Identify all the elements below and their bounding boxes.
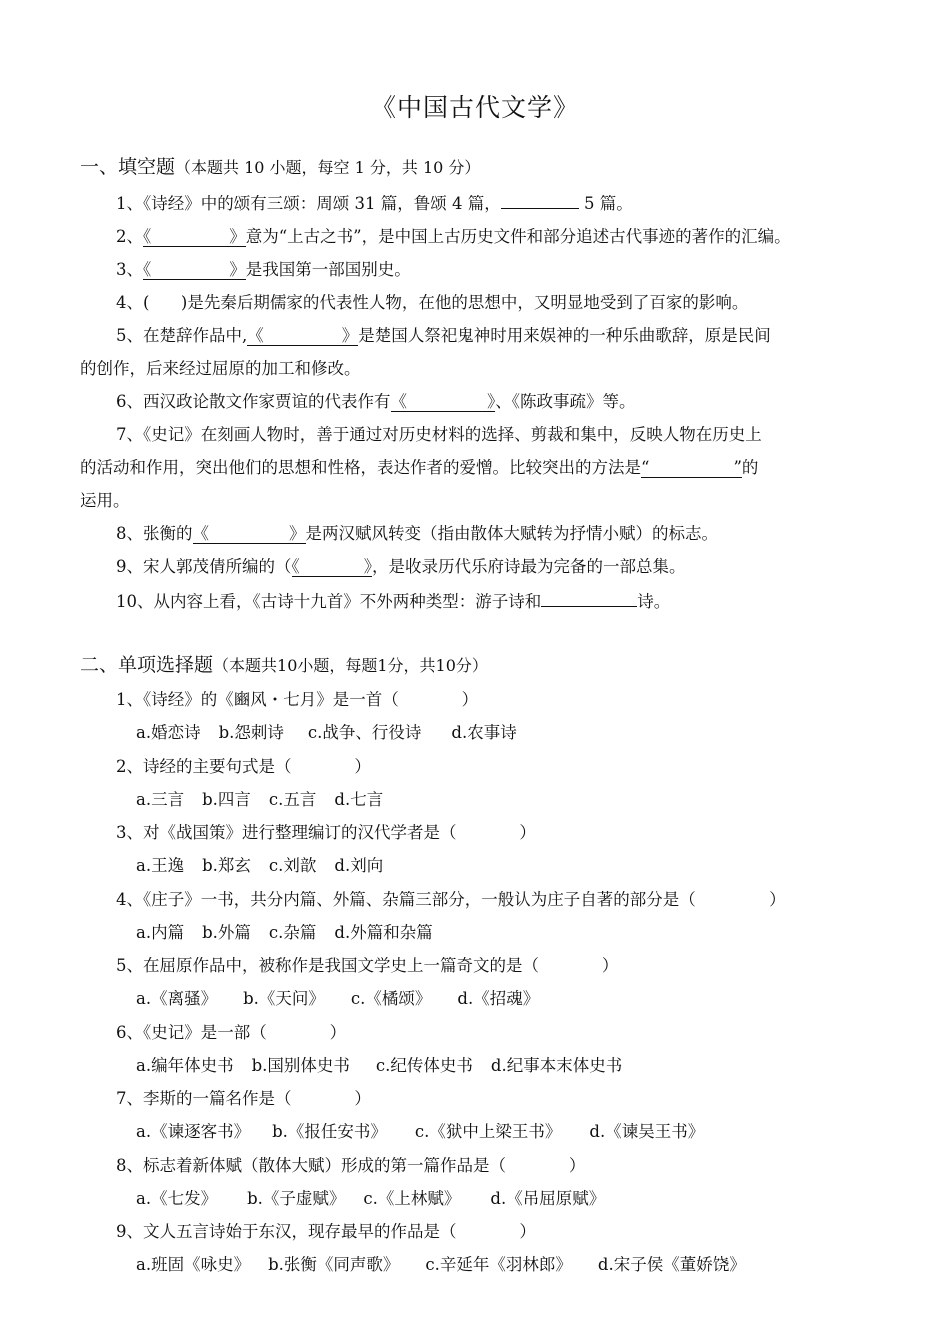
choice-question-3: 3、对《战国策》进行整理编订的汉代学者是（ ） xyxy=(116,823,536,842)
choice-option[interactable]: a.王逸 xyxy=(136,856,185,875)
choice-option[interactable]: c.纪传体史书 xyxy=(375,1055,473,1075)
choice-option[interactable]: d.农事诗 xyxy=(451,723,517,742)
choice-option[interactable]: b.郑玄 xyxy=(202,856,251,875)
fill-question-8: 8、张衡的《 》是两汉赋风转变（指由散体大赋转为抒情小赋）的标志。 xyxy=(116,524,718,543)
choice-option[interactable]: c.战争、行役诗 xyxy=(307,723,422,742)
choice-option[interactable]: a.内篇 xyxy=(136,922,185,942)
choice-option[interactable]: d.宋子侯《董娇饶》 xyxy=(597,1255,746,1274)
answer-blank[interactable]: 《 》 xyxy=(143,227,246,246)
choice-option[interactable]: c.《橘颂》 xyxy=(350,989,432,1008)
choice-option[interactable]: d.外篇和杂篇 xyxy=(334,922,433,942)
choice-option[interactable]: d.《招魂》 xyxy=(457,989,540,1008)
choice-options-1 xyxy=(136,719,517,743)
choice-option[interactable]: b.张衡《同声歌》 xyxy=(268,1255,400,1274)
answer-blank[interactable]: “ ” xyxy=(641,458,742,477)
fill-question-7: 7、《史记》在刻画人物时，善于通过对历史材料的选择、剪裁和集中，反映人物在历史上 xyxy=(116,425,762,444)
choice-option[interactable]: a.《谏逐客书》 xyxy=(136,1122,251,1141)
choice-option[interactable]: c.辛延年《羽林郎》 xyxy=(425,1255,572,1274)
fill-question-10: 10、从内容上看，《古诗十九首》不外两种类型：游子诗和 诗。 xyxy=(116,592,671,611)
choice-question-8: 8、标志着新体赋（散体大赋）形成的第一篇作品是（ ） xyxy=(116,1155,586,1175)
choice-options-9 xyxy=(136,1251,746,1275)
section-choice-heading xyxy=(80,650,488,677)
choice-option[interactable]: a.三言 xyxy=(136,789,185,809)
fill-question-6: 6、西汉政论散文作家贾谊的代表作有《 》、《陈政事疏》等。 xyxy=(116,392,636,411)
choice-option[interactable]: a.《七发》 xyxy=(136,1188,218,1208)
section-note: （本题共 10 小题，每空 1 分，共 10 分） xyxy=(175,158,481,177)
choice-question-7: 7、李斯的一篇名作是（ ） xyxy=(116,1089,371,1108)
section-note: （本题共10小题，每题1分，共10分） xyxy=(213,656,488,675)
choice-question-9: 9、文人五言诗始于东汉，现存最早的作品是（ ） xyxy=(116,1222,536,1241)
answer-blank[interactable] xyxy=(541,606,637,607)
fill-question-1: 1、《诗经》中的颂有三颂：周颂 31 篇，鲁颂 4 篇， 5 篇。 xyxy=(116,194,633,213)
section-title: 一、填空题 xyxy=(80,156,176,178)
choice-option[interactable]: a.班固《咏史》 xyxy=(136,1255,251,1274)
choice-options-7 xyxy=(136,1118,704,1142)
choice-option[interactable]: d.《谏吴王书》 xyxy=(589,1122,705,1141)
choice-option[interactable]: c.杂篇 xyxy=(268,922,317,942)
choice-option[interactable]: c.五言 xyxy=(268,789,317,809)
fill-question-2: 2、《 》意为“上古之书”，是中国上古历史文件和部分追述古代事迹的著作的汇编。 xyxy=(116,227,791,246)
choice-option[interactable]: a.编年体史书 xyxy=(136,1055,234,1075)
section-fill-in-heading xyxy=(80,152,480,179)
choice-options-6 xyxy=(136,1052,622,1076)
choice-option[interactable]: b.《报任安书》 xyxy=(272,1122,387,1141)
choice-option[interactable]: d.七言 xyxy=(334,789,384,809)
fill-question-4: 4、( )是先秦后期儒家的代表性人物，在他的思想中，又明显地受到了百家的影响。 xyxy=(116,293,749,312)
fill-question-5-cont: 的创作，后来经过屈原的加工和修改。 xyxy=(80,359,361,378)
fill-question-9: 9、宋人郭茂倩所编的（《 》，是收录历代乐府诗最为完备的一部总集。 xyxy=(116,557,686,576)
choice-option[interactable]: c.《狱中上梁王书》 xyxy=(414,1122,562,1141)
answer-blank[interactable]: 《 》 xyxy=(247,326,359,345)
choice-question-6: 6、《史记》是一部（ ） xyxy=(116,1022,347,1042)
choice-option[interactable]: a.《离骚》 xyxy=(136,989,218,1008)
choice-option[interactable]: b.四言 xyxy=(202,789,251,809)
choice-option[interactable]: c.《上林赋》 xyxy=(363,1188,461,1208)
fill-question-7-end: 运用。 xyxy=(80,491,130,510)
choice-option[interactable]: a.婚恋诗 xyxy=(136,723,201,742)
answer-blank[interactable]: 《 》 xyxy=(291,557,372,576)
answer-blank[interactable]: 《 》 xyxy=(192,524,306,543)
fill-question-5: 5、在楚辞作品中,《 》是楚国人祭祀鬼神时用来娱神的一种乐曲歌辞，原是民间 xyxy=(116,326,771,345)
fill-question-3: 3、《 》是我国第一部国别史。 xyxy=(116,260,411,279)
choice-option[interactable]: b.《子虚赋》 xyxy=(247,1188,346,1208)
document-title: 《中国古代文学》 xyxy=(370,93,579,122)
choice-question-1: 1、《诗经》的《豳风・七月》是一首（ ） xyxy=(116,690,479,709)
answer-blank[interactable] xyxy=(501,208,579,209)
choice-options-8 xyxy=(136,1185,605,1209)
choice-options-4 xyxy=(136,919,433,943)
choice-question-4: 4、《庄子》一书，共分内篇、外篇、杂篇三部分，一般认为庄子自著的部分是（ ） xyxy=(116,889,786,909)
choice-option[interactable]: c.刘歆 xyxy=(268,856,317,875)
answer-blank[interactable]: 《 》 xyxy=(390,392,496,411)
choice-option[interactable]: d.刘向 xyxy=(334,856,384,875)
choice-options-5 xyxy=(136,985,539,1009)
section-title: 二、单项选择题 xyxy=(80,654,214,676)
choice-option[interactable]: b.《天问》 xyxy=(243,989,325,1008)
choice-option[interactable]: b.国别体史书 xyxy=(251,1055,350,1075)
choice-option[interactable]: d.纪事本末体史书 xyxy=(490,1055,623,1075)
choice-option[interactable]: d.《吊屈原赋》 xyxy=(490,1188,606,1208)
fill-question-7-cont: 的活动和作用，突出他们的思想和性格，表达作者的爱憎。比较突出的方法是“ ”的 xyxy=(80,458,759,477)
choice-question-2: 2、诗经的主要句式是（ ） xyxy=(116,756,371,776)
choice-options-2 xyxy=(136,786,383,810)
choice-option[interactable]: b.怨刺诗 xyxy=(218,723,284,742)
choice-options-3 xyxy=(136,852,383,876)
choice-option[interactable]: b.外篇 xyxy=(202,922,251,942)
answer-blank[interactable]: 《 》 xyxy=(143,260,246,279)
choice-question-5: 5、在屈原作品中，被称作是我国文学史上一篇奇文的是（ ） xyxy=(116,956,619,975)
